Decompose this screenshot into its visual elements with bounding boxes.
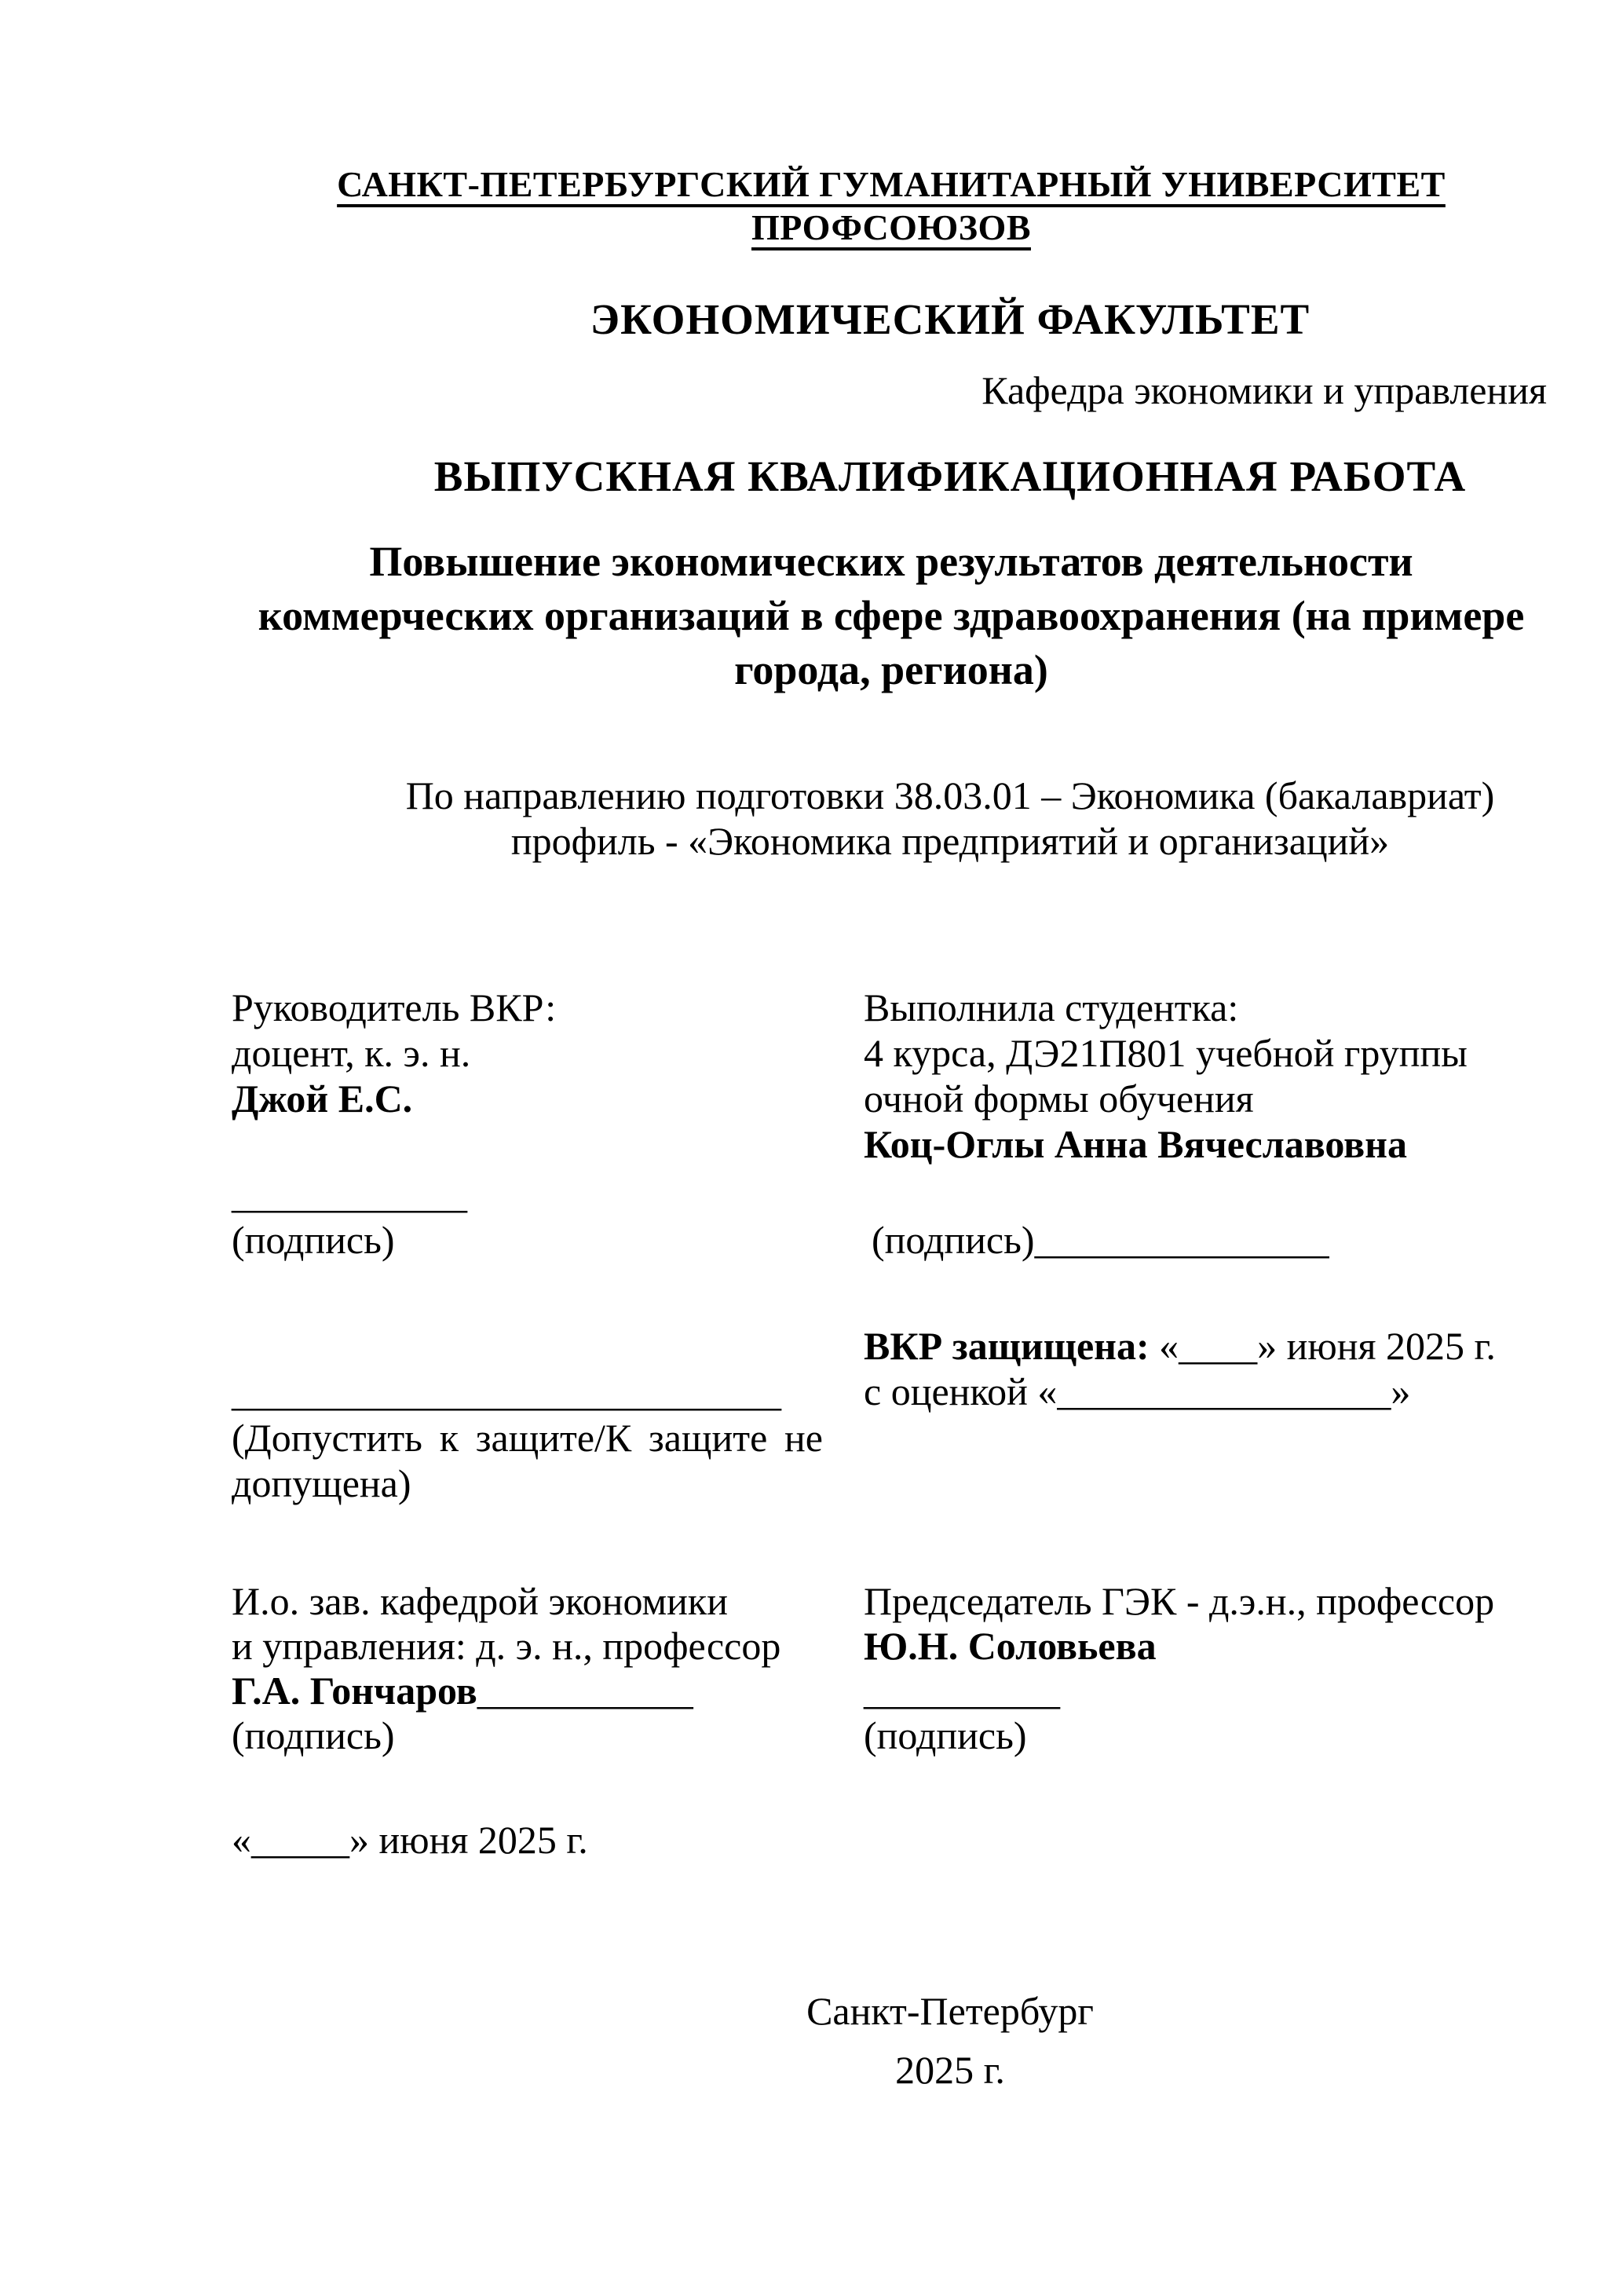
head-department-date-line: «_____» июня 2025 г. bbox=[232, 1818, 588, 1862]
program-block bbox=[291, 773, 1610, 864]
supervisor-degree: доцент, к. э. н. bbox=[232, 1031, 471, 1075]
defense-grade-line: с оценкой «_________________» bbox=[864, 1369, 1411, 1413]
thesis-title bbox=[232, 535, 1551, 697]
head-department-line-2: и управления: д. э. н., профессор bbox=[232, 1624, 781, 1668]
admission-caption-line-1 bbox=[232, 1415, 823, 1461]
supervisor-block bbox=[232, 985, 828, 1121]
admission-word: (Допустить bbox=[232, 1416, 422, 1460]
student-signature-caption: (подпись) bbox=[872, 1218, 1035, 1262]
admission-caption-line-2: допущена) bbox=[232, 1461, 411, 1505]
program-line-1: По направлению подготовки 38.03.01 – Экономика (бакалавриат) bbox=[405, 773, 1495, 817]
supervisor-signature-caption: (подпись) bbox=[232, 1218, 395, 1262]
student-name: Коц-Оглы Анна Вячеславовна bbox=[864, 1122, 1407, 1166]
supervisor-signature-line: ____________ bbox=[232, 1172, 467, 1216]
gek-chair-signature-caption: (подпись) bbox=[864, 1713, 1027, 1757]
student-signature bbox=[872, 1217, 1602, 1263]
footer-year: 2025 г. bbox=[895, 2048, 1005, 2092]
admission-blank-line: ____________________________ bbox=[232, 1370, 781, 1414]
admission-word: к bbox=[439, 1416, 459, 1460]
gek-chair-signature-line: __________ bbox=[864, 1669, 1060, 1713]
thesis-title-line-2: коммерческих организаций в сфере здравоохранения (на примере bbox=[258, 592, 1525, 639]
supervisor-signature bbox=[232, 1172, 828, 1263]
head-department-line-1: И.о. зав. кафедрой экономики bbox=[232, 1579, 728, 1623]
head-department-block bbox=[232, 1579, 828, 1758]
head-department-name-line bbox=[232, 1669, 828, 1713]
thesis-title-line-3: города, региона) bbox=[734, 646, 1048, 693]
student-form: очной формы обучения bbox=[864, 1077, 1254, 1121]
thesis-title-line-1: Повышение экономических результатов деятельности bbox=[369, 538, 1413, 585]
gek-chair-line-1: Председатель ГЭК - д.э.н., профессор bbox=[864, 1579, 1495, 1623]
head-department-name: Г.А. Гончаров bbox=[232, 1669, 477, 1713]
work-type-heading: ВЫПУСКНАЯ КВАЛИФИКАЦИОННАЯ РАБОТА bbox=[433, 452, 1467, 500]
student-block bbox=[864, 985, 1594, 1167]
gek-chair-name: Ю.Н. Соловьева bbox=[864, 1624, 1157, 1668]
gek-chair-block bbox=[864, 1579, 1594, 1758]
department-line: Кафедра экономики и управления bbox=[981, 368, 1547, 412]
defense-block bbox=[864, 1323, 1594, 1414]
supervisor-role: Руководитель ВКР: bbox=[232, 985, 557, 1029]
defense-status-line bbox=[864, 1323, 1594, 1369]
admission-word: не bbox=[784, 1416, 823, 1460]
defense-date-blank: «____» июня 2025 г. bbox=[1149, 1324, 1496, 1368]
footer-city: Санкт-Петербург bbox=[806, 1989, 1094, 2033]
program-line-2: профиль - «Экономика предприятий и организаций» bbox=[510, 819, 1390, 863]
head-department-signature-line: ___________ bbox=[477, 1669, 693, 1713]
university-heading: САНКТ-ПЕТЕРБУРГСКИЙ ГУМАНИТАРНЫЙ УНИВЕРСИТЕТ ПРОФСОЮЗОВ bbox=[337, 164, 1446, 248]
admission-word: защите/К bbox=[475, 1416, 632, 1460]
admission-word: защите bbox=[649, 1416, 768, 1460]
student-group: 4 курса, ДЭ21П801 учебной группы bbox=[864, 1031, 1468, 1075]
supervisor-name: Джой Е.С. bbox=[232, 1077, 413, 1121]
head-department-signature-caption: (подпись) bbox=[232, 1713, 395, 1757]
student-role: Выполнила студентка: bbox=[864, 985, 1239, 1029]
defense-label: ВКР защищена: bbox=[864, 1324, 1150, 1368]
faculty-heading: ЭКОНОМИЧЕСКИЙ ФАКУЛЬТЕТ bbox=[590, 295, 1310, 343]
student-signature-line: _______________ bbox=[1034, 1218, 1329, 1262]
admission-block bbox=[232, 1369, 823, 1506]
